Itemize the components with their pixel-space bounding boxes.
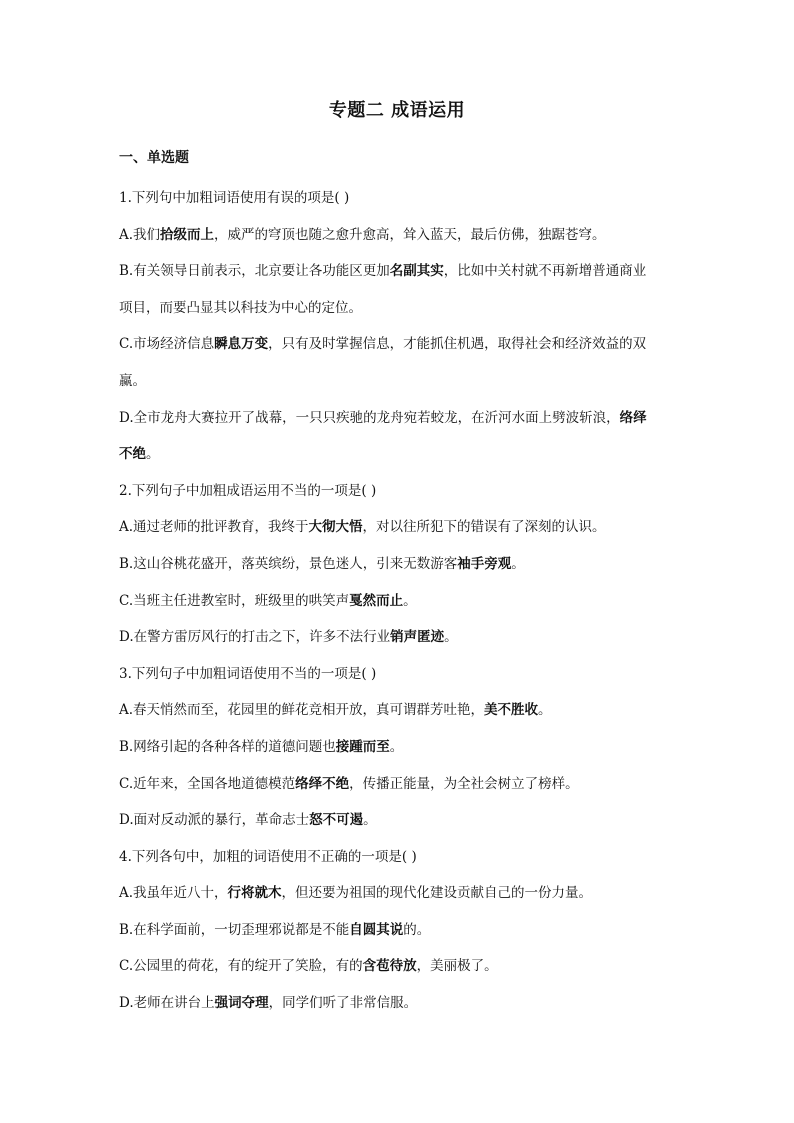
option-line — [119, 400, 679, 437]
section-heading: 一、单选题 — [119, 150, 189, 166]
page-title: 专题二 成语运用 — [328, 100, 466, 121]
option-line — [119, 583, 679, 620]
option-line — [119, 217, 679, 254]
option-line — [119, 546, 679, 583]
option-line — [119, 948, 679, 985]
option-line — [119, 326, 679, 363]
option-text: 赢。 — [119, 372, 146, 389]
option-text: 。 — [146, 446, 160, 463]
option-text: C.公园里的荷花，有的绽开了笑脸，有的 — [119, 958, 363, 975]
bold-phrase: 络绎不绝 — [295, 775, 350, 792]
bold-phrase: 接踵而至 — [335, 738, 390, 755]
question-stem: 2.下列句子中加粗成语运用不当的一项是( ) — [119, 482, 377, 499]
option-text: ，同学们听了非常信服。 — [268, 995, 418, 1012]
option-text: C.市场经济信息 — [119, 336, 215, 353]
option-text: A.通过老师的批评教育，我终于 — [119, 519, 309, 536]
option-line — [119, 912, 679, 949]
bold-phrase: 戛然而止 — [349, 592, 404, 609]
option-text: D.老师在讲台上 — [119, 995, 215, 1012]
option-text: A.我们 — [119, 226, 161, 243]
option-text: 。 — [444, 629, 458, 646]
option-line — [119, 692, 679, 729]
option-text: 。 — [389, 738, 404, 755]
option-text: 。 — [363, 812, 377, 829]
bold-phrase: 不绝 — [119, 446, 146, 463]
option-line — [119, 729, 679, 766]
option-text: 的。 — [403, 921, 431, 938]
bold-phrase: 含苞待放 — [362, 958, 417, 975]
option-text: 。 — [511, 555, 525, 572]
option-line — [119, 766, 679, 803]
option-line — [119, 509, 679, 546]
option-text: C.当班主任进教室时，班级里的哄笑声 — [119, 592, 350, 609]
bold-phrase: 自圆其说 — [349, 921, 404, 938]
option-text: D.全市龙舟大赛拉开了战幕，一只只疾驰的龙舟宛若蛟龙，在沂河水面上劈波斩浪， — [119, 409, 620, 426]
option-line — [119, 802, 679, 839]
bold-phrase: 拾级而上 — [160, 226, 215, 243]
option-text: A.我虽年近八十， — [119, 885, 228, 902]
bold-phrase: 大彻大悟 — [308, 519, 363, 536]
option-text: ，但还要为祖国的现代化建设贡献自己的一份力量。 — [281, 885, 593, 902]
bold-phrase: 袖手旁观 — [457, 555, 512, 572]
option-text: A.春天悄然而至，花园里的鲜花竞相开放，真可谓群芳吐艳， — [119, 702, 485, 719]
bold-phrase: 络绎 — [619, 409, 647, 426]
option-text: D.在警方雷厉风行的打击之下，许多不法行业 — [119, 629, 391, 646]
option-text: D.面对反动派的暴行，革命志士 — [119, 812, 310, 829]
option-text: B.网络引起的各种各样的道德问题也 — [119, 738, 336, 755]
option-line — [119, 363, 679, 400]
option-text: B.这山谷桃花盛开，落英缤纷，景色迷人，引来无数游客 — [119, 555, 458, 572]
option-text: ，传播正能量，为全社会树立了榜样。 — [349, 775, 579, 792]
question-list — [119, 180, 679, 1022]
bold-phrase: 瞬息万变 — [214, 336, 269, 353]
option-text: C.近年来，全国各地道德模范 — [119, 775, 296, 792]
bold-phrase: 强词夺理 — [214, 995, 269, 1012]
question-stem: 4.下列各句中，加粗的词语使用不正确的一项是( ) — [119, 848, 417, 865]
option-text: ，威严的穹顶也随之愈升愈高，耸入蓝天，最后仿佛，独踞苍穹。 — [214, 226, 606, 243]
option-text: 项目，而要凸显其以科技为中心的定位。 — [119, 299, 362, 316]
option-line — [119, 290, 679, 327]
option-text: ，美丽极了。 — [416, 958, 498, 975]
option-text: B.在科学面前，一切歪理邪说都是不能 — [119, 921, 350, 938]
bold-phrase: 美不胜收 — [484, 702, 539, 719]
bold-phrase: 行将就木 — [227, 885, 282, 902]
question-stem: 1.下列句中加粗词语使用有误的项是( ) — [119, 190, 350, 206]
option-line — [119, 436, 679, 473]
option-text: B.有关领导日前表示，北京要让各功能区更加 — [119, 263, 390, 280]
option-line — [119, 619, 679, 656]
option-text: ，比如中关村就不再新增普通商业 — [443, 263, 647, 280]
option-text: ，对以往所犯下的错误有了深刻的认识。 — [362, 519, 606, 536]
option-text: ，只有及时掌握信息，才能抓住机遇，取得社会和经济效益的双 — [268, 336, 647, 353]
bold-phrase: 销声匿迹 — [390, 629, 445, 646]
option-line — [119, 253, 679, 290]
option-text: 。 — [538, 702, 552, 719]
option-line — [119, 875, 679, 912]
option-text: 。 — [403, 592, 417, 609]
question-stem: 3.下列句子中加粗词语使用不当的一项是( ) — [119, 665, 377, 682]
option-line — [119, 985, 679, 1022]
bold-phrase: 名副其实 — [389, 263, 444, 280]
bold-phrase: 怒不可遏 — [309, 812, 364, 829]
